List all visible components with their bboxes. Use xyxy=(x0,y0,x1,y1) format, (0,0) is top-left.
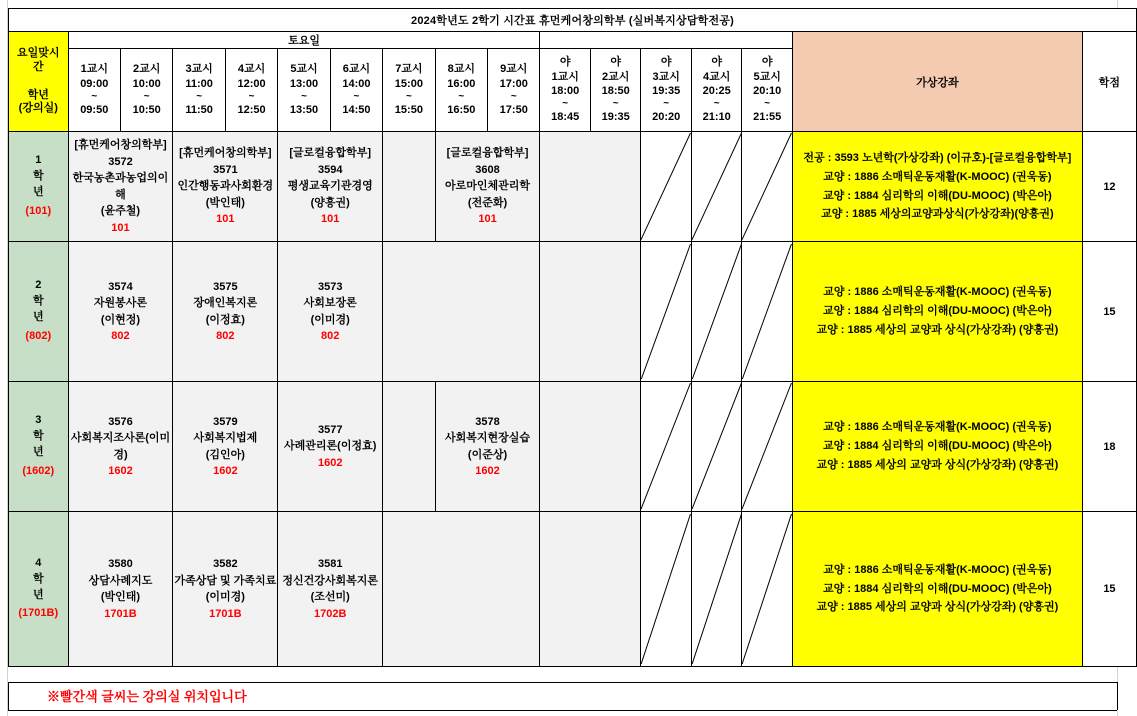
footer-top-border xyxy=(8,682,1117,683)
period-start: 11:00 xyxy=(185,77,213,90)
course-cell[interactable] xyxy=(435,382,540,512)
period-end: 19:35 xyxy=(601,111,630,124)
course-room: 101 xyxy=(216,213,235,226)
course-cell[interactable] xyxy=(278,242,383,382)
year-char: 년 xyxy=(32,186,44,198)
period-no: 9교시 xyxy=(500,63,528,76)
course-code: 3582 xyxy=(213,558,238,570)
course-name: 장애인복지론 xyxy=(193,297,258,309)
diagonal-slash-cell xyxy=(691,132,741,242)
course-dept: [글로컬융합학부] xyxy=(446,147,529,160)
period-end: 13:50 xyxy=(289,104,319,117)
course-code: 3581 xyxy=(317,558,343,570)
period-no: 8교시 xyxy=(447,63,475,76)
diagonal-slash-cell xyxy=(742,242,792,382)
period-tilde: ~ xyxy=(764,97,771,109)
period-no: 6교시 xyxy=(342,63,371,76)
credit-header: 학점 xyxy=(1082,32,1136,132)
course-name: 사회복지현장실습 xyxy=(445,432,531,444)
night-prefix: 야 xyxy=(610,56,622,69)
night-prefix: 야 xyxy=(660,56,672,69)
course-name: 가족상담 및 가족치료 xyxy=(174,574,277,587)
year-number: 4 xyxy=(35,556,42,569)
course-name: 아로마인체관리학 xyxy=(445,180,531,193)
empty-slot[interactable] xyxy=(383,242,540,382)
course-professor: (박인태) xyxy=(205,196,245,209)
period-start: 16:00 xyxy=(447,77,476,90)
course-code: 3577 xyxy=(317,423,343,436)
virtual-course-line: 교양 : 1886 소매틱운동재활(K-MOOC) (권욱동) xyxy=(823,421,1052,434)
diagonal-slash-cell xyxy=(742,382,792,512)
page-title: 2024학년도 2학기 시간표 휴먼케어창의학부 (실버복지상담학전공) xyxy=(9,9,1137,32)
period-no: 3교시 xyxy=(652,70,680,83)
table-row xyxy=(9,382,1137,512)
period-end: 17:50 xyxy=(499,104,528,117)
period-end: 12:50 xyxy=(237,104,266,117)
period-header-4 xyxy=(225,49,277,132)
year-char: 학 xyxy=(32,430,44,443)
virtual-course-line: 교양 : 1885 세상의 교양과 상식(가상강좌) (양흥권) xyxy=(816,458,1059,471)
period-header-8 xyxy=(435,49,487,132)
empty-slot[interactable] xyxy=(540,132,641,242)
period-start: 10:00 xyxy=(132,77,161,90)
course-code: 3574 xyxy=(108,280,133,293)
empty-slot[interactable] xyxy=(540,512,641,667)
period-tilde: ~ xyxy=(458,90,465,102)
course-room: 1701B xyxy=(209,607,242,620)
row-header-strip xyxy=(0,0,8,716)
course-cell[interactable] xyxy=(173,132,278,242)
diagonal-slash-cell xyxy=(691,512,741,667)
period-no: 5교시 xyxy=(753,70,781,83)
course-code: 3578 xyxy=(475,415,500,428)
course-professor: (김인아) xyxy=(205,448,245,461)
period-start: 20:10 xyxy=(753,84,782,97)
course-room: 802 xyxy=(321,330,340,342)
course-name: 한국농촌과농업의이해 xyxy=(72,172,169,201)
period-no: 1교시 xyxy=(551,70,579,83)
corner-line-4: (강의실) xyxy=(18,102,58,115)
course-room: 1602 xyxy=(475,465,500,477)
year-cell-1 xyxy=(9,132,69,242)
year-char: 학 xyxy=(32,295,44,308)
period-end: 11:50 xyxy=(185,104,213,117)
course-cell[interactable] xyxy=(68,242,173,382)
course-professor: (이미경) xyxy=(205,591,245,603)
course-cell[interactable] xyxy=(435,132,540,242)
diagonal-slash-cell xyxy=(691,242,741,382)
credit-cell: 15 xyxy=(1082,242,1136,382)
table-row xyxy=(9,242,1137,382)
period-tilde: ~ xyxy=(713,97,720,109)
diagonal-slash-cell xyxy=(641,382,691,512)
footer-bottom-border xyxy=(8,710,1117,711)
course-name: 평생교육기관경영 xyxy=(287,180,373,193)
period-start: 18:50 xyxy=(601,84,630,97)
period-tilde: ~ xyxy=(510,90,517,102)
period-no: 4교시 xyxy=(702,70,731,83)
period-end: 10:50 xyxy=(132,104,161,117)
year-char: 년 xyxy=(32,588,44,601)
course-code: 3576 xyxy=(108,415,133,428)
virtual-course-line: 교양 : 1884 심리학의 이해(DU-MOOC) (박은아) xyxy=(823,440,1052,453)
year-char: 학 xyxy=(32,572,44,585)
course-code: 3608 xyxy=(475,163,500,176)
period-start: 09:00 xyxy=(80,77,109,90)
period-tilde: ~ xyxy=(301,90,307,102)
credit-cell: 12 xyxy=(1082,132,1136,242)
course-cell[interactable] xyxy=(68,382,173,512)
course-cell[interactable] xyxy=(68,512,173,667)
course-room: 101 xyxy=(478,213,497,226)
night-period-header-3 xyxy=(641,49,691,132)
period-end: 20:20 xyxy=(652,111,681,124)
period-header-1 xyxy=(68,49,120,132)
period-no: 5교시 xyxy=(290,63,318,76)
virtual-course-cell[interactable] xyxy=(792,382,1082,512)
period-start: 12:00 xyxy=(237,77,266,90)
period-start: 20:25 xyxy=(702,84,731,97)
course-cell[interactable] xyxy=(68,132,173,242)
year-number: 2 xyxy=(35,279,42,292)
virtual-course-line: 교양 : 1885 세상의교양과상식(가상강좌)(양흥권) xyxy=(821,208,1054,221)
year-char: 학 xyxy=(32,170,44,183)
year-room: (1701B) xyxy=(18,607,59,620)
course-cell[interactable] xyxy=(173,242,278,382)
course-code: 3580 xyxy=(108,558,133,570)
course-name: 사회복지법제 xyxy=(193,432,258,444)
course-dept: [글로컬융합학부] xyxy=(289,147,372,160)
course-code: 3571 xyxy=(213,163,238,176)
year-cell-2 xyxy=(9,242,69,382)
year-cell-4 xyxy=(9,512,69,667)
course-room: 1602 xyxy=(108,465,133,477)
period-tilde: ~ xyxy=(405,90,412,102)
period-start: 17:00 xyxy=(499,77,528,90)
course-cell[interactable] xyxy=(173,512,278,667)
period-start: 18:00 xyxy=(551,84,580,97)
period-no: 7교시 xyxy=(395,63,423,76)
course-professor: (박인태) xyxy=(100,591,141,603)
course-code: 3572 xyxy=(108,155,133,168)
course-room: 101 xyxy=(321,213,340,226)
year-cell-3 xyxy=(9,382,69,512)
night-period-header-2 xyxy=(590,49,640,132)
diagonal-slash-cell xyxy=(641,512,691,667)
virtual-course-line: 전공 : 3593 노년학(가상강좌) (이규호)-[글로컬융합학부] xyxy=(803,152,1072,165)
course-professor: (이현정) xyxy=(100,313,141,326)
night-prefix: 야 xyxy=(761,56,773,69)
period-tilde: ~ xyxy=(248,90,255,102)
virtual-course-line: 교양 : 1886 소매틱운동재활(K-MOOC) (권욱동) xyxy=(823,563,1052,576)
year-char: 년 xyxy=(32,446,44,458)
diagonal-slash-cell xyxy=(691,382,741,512)
diagonal-slash-cell xyxy=(742,512,792,667)
corner-line-2: 간 xyxy=(32,60,44,73)
credit-cell: 15 xyxy=(1082,512,1136,667)
virtual-course-line: 교양 : 1884 심리학의 이해(DU-MOOC) (박은아) xyxy=(823,305,1052,318)
course-code: 3579 xyxy=(213,415,238,428)
period-end: 21:10 xyxy=(702,111,731,124)
credit-cell: 18 xyxy=(1082,382,1136,512)
period-no: 4교시 xyxy=(237,63,266,76)
year-number: 3 xyxy=(35,414,42,427)
timetable xyxy=(8,8,1137,667)
course-cell[interactable] xyxy=(173,382,278,512)
period-tilde: ~ xyxy=(196,90,203,102)
empty-slot[interactable] xyxy=(383,132,435,242)
course-cell[interactable] xyxy=(278,382,383,512)
course-room: 1701B xyxy=(104,607,137,620)
period-no: 2교시 xyxy=(133,63,161,76)
footer-note: ※빨간색 글씨는 강의실 위치입니다 xyxy=(47,689,247,704)
year-number: 1 xyxy=(35,154,42,167)
period-header-7 xyxy=(383,49,435,132)
course-professor: (윤주철) xyxy=(100,205,141,217)
course-room: 101 xyxy=(111,221,130,234)
year-room: (101) xyxy=(25,204,52,217)
period-header-3 xyxy=(173,49,225,132)
course-code: 3594 xyxy=(317,163,343,176)
empty-slot[interactable] xyxy=(540,242,641,382)
period-start: 14:00 xyxy=(342,77,371,90)
period-start: 19:35 xyxy=(652,84,681,97)
course-cell[interactable] xyxy=(278,132,383,242)
course-professor: (양흥권) xyxy=(310,196,350,209)
course-name: 상담사례지도 xyxy=(88,574,153,587)
period-no: 3교시 xyxy=(185,63,213,76)
course-room: 1702B xyxy=(314,607,347,620)
period-end: 16:50 xyxy=(447,104,476,117)
period-no: 2교시 xyxy=(602,70,630,83)
period-end: 09:50 xyxy=(80,104,109,117)
virtual-course-cell[interactable] xyxy=(792,512,1082,667)
course-cell[interactable] xyxy=(278,512,383,667)
course-name: 사회복지조사론(이미경) xyxy=(70,432,171,461)
empty-slot[interactable] xyxy=(383,382,435,512)
table-row xyxy=(9,132,1137,242)
course-name: 인간행동과사회환경 xyxy=(177,180,274,193)
course-professor: (조선미) xyxy=(310,591,350,603)
course-dept: [휴먼케어창의학부] xyxy=(179,147,272,160)
course-room: 802 xyxy=(216,330,235,342)
course-professor: (이미경) xyxy=(310,313,350,326)
period-end: 21:55 xyxy=(753,111,782,124)
period-tilde: ~ xyxy=(143,90,150,102)
night-period-header-5 xyxy=(742,49,792,132)
period-header-2 xyxy=(120,49,172,132)
period-header-9 xyxy=(488,49,540,132)
course-name: 사회보장론 xyxy=(303,297,357,309)
course-name: 자원봉사론 xyxy=(93,297,148,309)
night-prefix: 야 xyxy=(559,56,571,69)
period-end: 15:50 xyxy=(394,104,423,117)
title-row xyxy=(9,9,1137,32)
corner-line-1: 요일맞시 xyxy=(17,47,60,59)
period-tilde: ~ xyxy=(562,97,569,109)
virtual-course-header: 가상강좌 xyxy=(792,32,1082,132)
course-room: 1602 xyxy=(213,465,238,477)
empty-slot[interactable] xyxy=(540,382,641,512)
night-period-header-1 xyxy=(540,49,590,132)
course-room: 1602 xyxy=(317,456,343,469)
period-start: 13:00 xyxy=(289,77,319,90)
course-code: 3573 xyxy=(317,280,343,293)
course-code: 3575 xyxy=(213,280,238,293)
period-start: 15:00 xyxy=(394,77,423,90)
course-room: 802 xyxy=(111,330,130,342)
year-room: (802) xyxy=(25,329,52,342)
diagonal-slash-cell xyxy=(742,132,792,242)
period-tilde: ~ xyxy=(91,90,98,102)
year-char: 년 xyxy=(32,311,44,323)
virtual-course-line: 교양 : 1884 심리학의 이해(DU-MOOC) (박은아) xyxy=(823,189,1052,202)
period-header-5 xyxy=(278,49,330,132)
virtual-course-cell[interactable] xyxy=(792,132,1082,242)
course-name: 사례관리론(이정효) xyxy=(284,440,377,453)
period-tilde: ~ xyxy=(612,97,619,109)
night-day-label xyxy=(540,32,792,49)
day-label-row xyxy=(9,32,1137,49)
diagonal-slash-cell xyxy=(641,242,691,382)
night-period-header-4 xyxy=(691,49,741,132)
period-tilde: ~ xyxy=(663,97,670,109)
course-name: 정신건강사회복지론 xyxy=(282,574,379,587)
day-label: 토요일 xyxy=(68,32,540,49)
year-room: (1602) xyxy=(22,464,55,477)
period-tilde: ~ xyxy=(353,90,360,102)
night-prefix: 야 xyxy=(711,56,722,69)
virtual-course-line: 교양 : 1885 세상의 교양과 상식(가상강좌) (양흥권) xyxy=(816,323,1059,336)
period-end: 14:50 xyxy=(342,104,371,117)
corner-header xyxy=(9,32,69,132)
period-no: 1교시 xyxy=(80,63,108,76)
period-end: 18:45 xyxy=(551,111,580,124)
virtual-course-cell[interactable] xyxy=(792,242,1082,382)
course-professor: (전준화) xyxy=(467,196,508,209)
virtual-course-line: 교양 : 1884 심리학의 이해(DU-MOOC) (박은아) xyxy=(823,582,1052,595)
corner-line-3: 학년 xyxy=(27,88,49,101)
course-dept: [휴먼케어창의학부] xyxy=(74,139,167,151)
course-professor: (이준상) xyxy=(467,448,508,461)
virtual-course-line: 교양 : 1885 세상의 교양과 상식(가상강좌) (양흥권) xyxy=(816,601,1059,614)
empty-slot[interactable] xyxy=(383,512,540,667)
virtual-course-line: 교양 : 1886 소매틱운동재활(K-MOOC) (권욱동) xyxy=(823,286,1052,299)
table-row xyxy=(9,512,1137,667)
virtual-course-line: 교양 : 1886 소매틱운동재활(K-MOOC) (권욱동) xyxy=(823,170,1052,183)
period-header-6 xyxy=(330,49,382,132)
diagonal-slash-cell xyxy=(641,132,691,242)
course-professor: (이정효) xyxy=(205,313,245,326)
